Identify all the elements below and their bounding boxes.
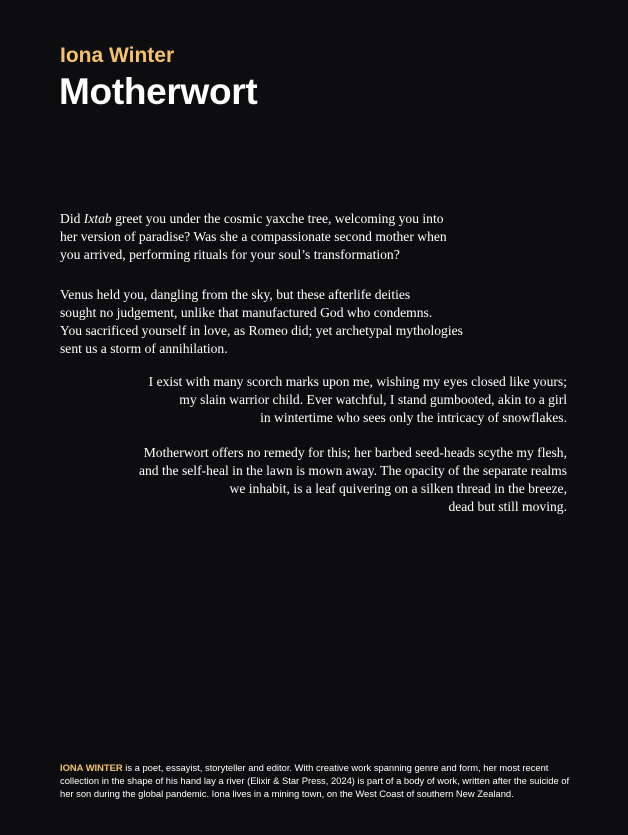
poem-line: her version of paradise? Was she a compassionate second mother when: [60, 229, 447, 244]
poem-line: dead but still moving.: [448, 499, 567, 514]
poem-line: you arrived, performing rituals for your soul’s transformation?: [60, 247, 400, 262]
poem-line: and the self-heal in the lawn is mown away. The opacity of the separate realms: [138, 463, 567, 478]
stanza-1: [60, 210, 447, 264]
poem-line: my slain warrior child. Ever watchful, I stand gumbooted, akin to a girl: [179, 392, 567, 407]
bio-author-name: IONA WINTER: [60, 762, 123, 773]
poem-line: You sacrificed yourself in love, as Romeo did; yet archetypal mythologies: [60, 323, 463, 338]
poem-line: sought no judgement, unlike that manufactured God who condemns.: [60, 305, 433, 320]
poem-line: in wintertime who sees only the intricacy of snowflakes.: [260, 410, 567, 425]
author-bio: [60, 761, 580, 800]
stanza-3: [149, 373, 567, 427]
poem-line: sent us a storm of annihilation.: [60, 341, 228, 356]
deity-name: Ixtab: [83, 211, 112, 226]
poem-title: Motherwort: [59, 71, 258, 112]
poem-line: Did Ixtab greet you under the cosmic yaxche tree, welcoming you into: [60, 211, 444, 226]
bio-text: is a poet, essayist, storyteller and editor. With creative work spanning genre and form, her most recent collection in the shape of his hand lay a river (Elixir & Star Press, 2024) is part of a body of work, written after the suicide of her son during the global pandemic. Iona lives in a mining town, on the West Coast of southern New Zealand.: [60, 762, 570, 799]
author-name: Iona Winter: [60, 44, 175, 67]
poem-line: Venus held you, dangling from the sky, but these afterlife deities: [60, 287, 411, 302]
stanza-2: [60, 286, 463, 358]
stanza-4: [139, 444, 567, 516]
poem-line: I exist with many scorch marks upon me, wishing my eyes closed like yours;: [148, 374, 567, 389]
poem-line: we inhabit, is a leaf quivering on a silken thread in the breeze,: [229, 481, 567, 496]
poem-line: Motherwort offers no remedy for this; her barbed seed-heads scythe my flesh,: [143, 445, 567, 460]
